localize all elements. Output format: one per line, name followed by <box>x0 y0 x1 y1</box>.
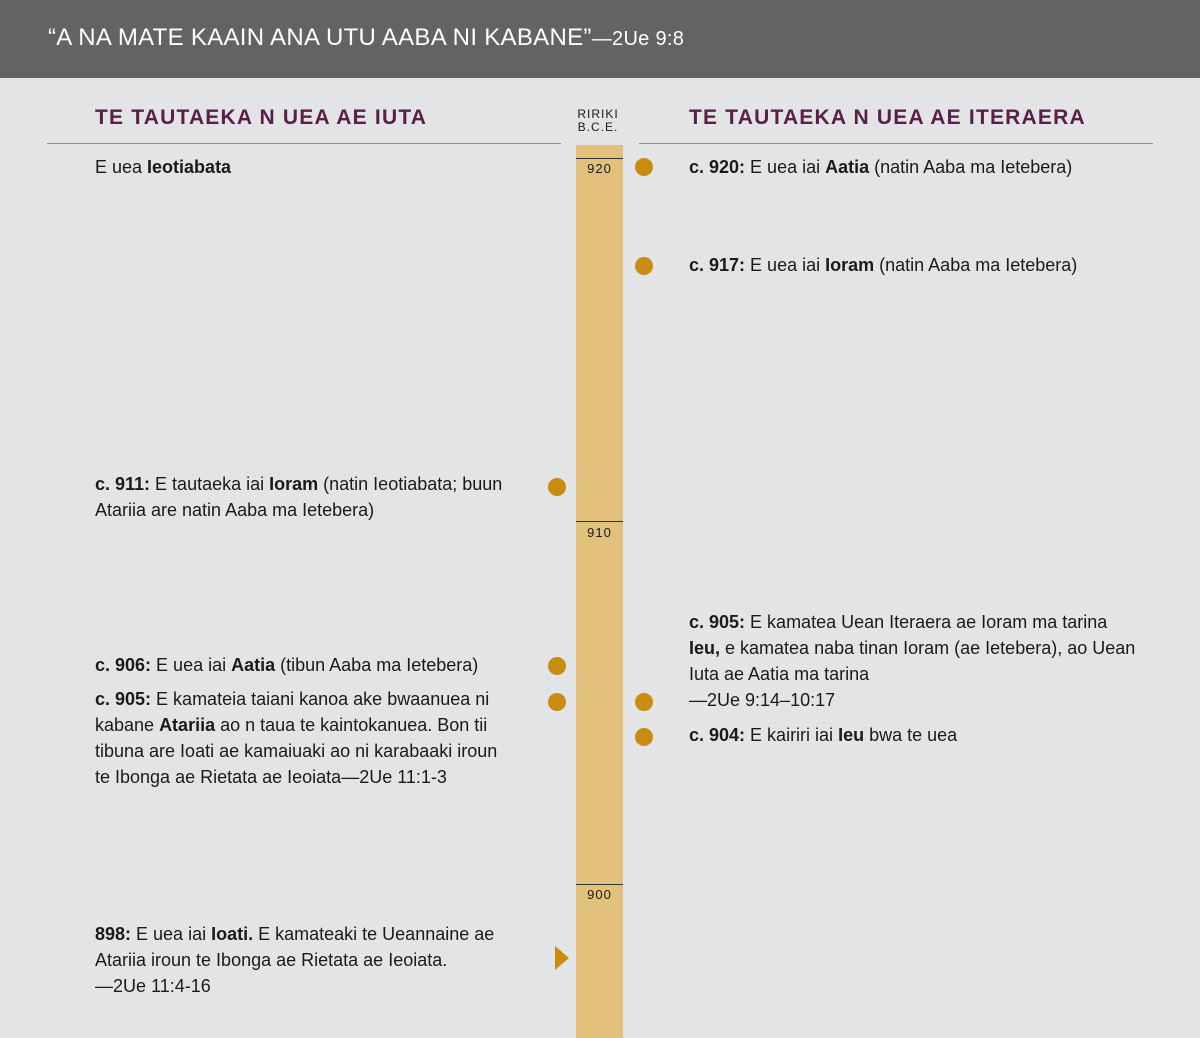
left-event-ieotiabata: E uea Ieotiabata <box>95 157 232 177</box>
right-event-917: c. 917: E uea iai Ioram (natin Aaba ma Ietebera) <box>689 255 1078 275</box>
left-event-898: 898: E uea iai Ioati. E kamateaki te Ueannaine ae Atariia iroun te Ibonga ae Rietata ae Ieoiata. —2Ue 11:4-16 <box>95 924 495 996</box>
marker-dot-right-905 <box>635 693 653 711</box>
left-event-905: c. 905: E kamateia taiani kanoa ake bwaanuea ni kabane Atariia ao n taua te kaintokanuea. Bon tii tibuna are Ioati ae kamaiuaki ao ni karabaaki iroun te Ibonga ae Rietata ae Ieoiata—2Ue 11:1-3 <box>95 689 498 787</box>
timeline-tick-label-910: 910 <box>587 525 612 540</box>
right-column-heading: TE TAUTAEKA N UEA AE ITERAERA <box>689 106 1086 129</box>
marker-triangle-left-898 <box>555 946 569 970</box>
left-event-911: c. 911: E tautaeka iai Ioram (natin Ieotiabata; buun Atariia are natin Aaba ma Ietebera) <box>95 474 503 520</box>
right-event-904: c. 904: E kairiri iai Ieu bwa te uea <box>689 725 958 745</box>
right-heading-rule <box>639 143 1153 144</box>
right-event-920: c. 920: E uea iai Aatia (natin Aaba ma Ietebera) <box>689 157 1073 177</box>
timeline-tick-label-900: 900 <box>587 887 612 902</box>
timeline-tick-910 <box>576 521 623 522</box>
timeline-tick-900 <box>576 884 623 885</box>
header-band <box>0 0 1200 78</box>
marker-dot-right-920 <box>635 158 653 176</box>
right-event-905: c. 905: E kamatea Uean Iteraera ae Ioram ma tarina Ieu, e kamatea naba tinan Ioram (ae Ietebera), ao Uean Iuta ae Aatia ma tarina —2Ue 9:14–10:17 <box>689 612 1136 710</box>
left-event-906: c. 906: E uea iai Aatia (tibun Aaba ma Ietebera) <box>95 655 479 675</box>
marker-dot-left-911 <box>548 478 566 496</box>
marker-dot-left-905 <box>548 693 566 711</box>
page-title: “A NA MATE KAAIN ANA UTU AABA NI KABANE”—2Ue 9:8 <box>48 24 685 51</box>
title-reference: —2Ue 9:8 <box>591 28 685 50</box>
left-column-heading: TE TAUTAEKA N UEA AE IUTA <box>95 106 428 129</box>
marker-dot-left-906 <box>548 657 566 675</box>
marker-dot-right-904 <box>635 728 653 746</box>
era-label-line1: RIRIKI <box>577 107 619 121</box>
timeline-tick-label-920: 920 <box>587 161 612 176</box>
timeline-tick-920 <box>576 158 623 159</box>
era-label-line2: B.C.E. <box>577 120 619 134</box>
era-label <box>575 108 621 134</box>
left-heading-rule <box>47 143 561 144</box>
marker-dot-right-917 <box>635 257 653 275</box>
timeline-bar <box>576 145 623 1038</box>
